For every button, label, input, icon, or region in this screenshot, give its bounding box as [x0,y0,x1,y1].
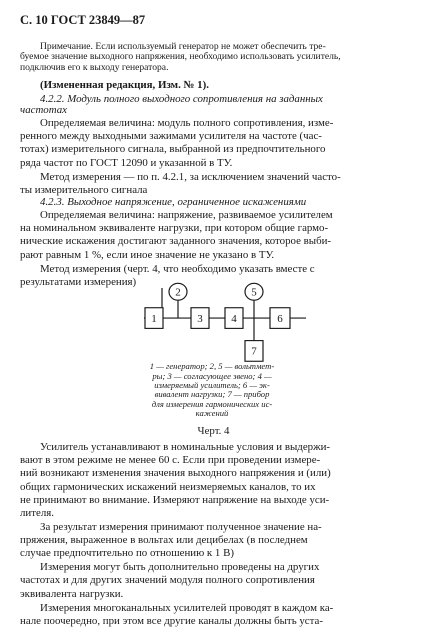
paragraph-line: Измерения многоканальных усилителей проводят в каждом ка- [40,601,334,614]
paragraph-line: Усилитель устанавливают в номинальные условия и выдержи- [40,441,331,454]
paragraph-line: Определяемая величина: модуль полного сопротивления, изме- [40,117,334,130]
paragraph-line: вают в этом режиме не менее 60 с. Если при проведении измере- [20,454,321,467]
section-heading: 4.2.3. Выходное напряжение, ограниченное искажениями [40,195,307,208]
paragraph-line: ты измерительного сигнала [20,183,148,196]
amendment-note: (Измененная редакция, Изм. № 1). [40,78,209,91]
node-label: 4 [231,313,237,325]
caption-line: ры; 3 — согласующее звено; 4 — [152,370,272,381]
figure-label: Черт. 4 [197,425,230,438]
paragraph-line: Измерения могут быть дополнительно проведены на других [40,561,320,574]
paragraph-line: нические искажения достигают заданного значения, которое выби- [20,235,332,248]
caption-line: 1 — генератор; 2, 5 — вольтмет- [149,361,275,372]
paragraph-line: пряжения, выраженное в вольтах или децибелах (в последнем [20,534,308,547]
paragraph-line: тотах) измерительного сигнала, выбранной из предпочтительного [20,143,326,156]
node-label: 7 [251,345,257,358]
paragraph-line: ряда частот по ГОСТ 12090 и указанной в ТУ. [20,156,233,169]
note-line: Примечание. Если используемый генератор не может обеспечить тре- [40,40,326,52]
node-label: 2 [175,286,181,299]
page-header: С. 10 ГОСТ 23849—87 [20,12,146,27]
paragraph-line: рают равным 1 %, если иное значение не указано в ТУ. [20,248,275,261]
caption-line: измеряемый усилитель; 6 — эк- [154,380,270,391]
caption-line: кажений [195,408,229,419]
note-line: буемое значение выходного напряжения, необходимо использовать усилитель, [20,51,341,63]
paragraph-line: За результат измерения принимают полученное значение на- [40,520,322,533]
paragraph-line: на номинальном эквиваленте нагрузки, при котором общие гармо- [20,222,329,235]
section-heading: частотах [20,103,67,116]
node-label: 3 [197,313,203,325]
paragraph-line: не принимают во внимание. Измеряют напряжение на выходе уси- [20,493,330,506]
paragraph-line: результатами измерения) [20,275,137,288]
paragraph-line: частотах и для других значений модуля полного сопротивления [20,574,315,587]
paragraph-line: Метод измерения (черт. 4, что необходимо указать вместе с [40,262,315,275]
paragraph-line: эквивалента нагрузки. [20,587,124,600]
caption-line: вивалент нагрузки; 7 — прибор [154,389,270,400]
paragraph-line: Определяемая величина: напряжение, развиваемое усилителем [40,209,333,222]
node-label: 6 [277,313,283,325]
section-heading: 4.2.2. Модуль полного выходного сопротивления на заданных [40,92,323,105]
caption-line: для измерения гармонических ис- [151,398,273,409]
paragraph-line: нале поочередно, при этом все другие каналы должны быть уста- [20,614,323,627]
node-label: 1 [151,313,157,325]
paragraph-line: ний возникают изменения значения выходного напряжения и (или) [20,467,331,480]
note-line: подключив его к выходу генератора. [20,61,169,73]
paragraph-line: Метод измерения — по п. 4.2.1, за исключением значений часто- [40,170,341,183]
paragraph-line: общих гармонических искажений неизмеряемых каналов, то их [20,480,316,493]
paragraph-line: ренного между выходными зажимами усилителя на частоте (час- [20,130,322,143]
node-label: 5 [251,286,257,299]
paragraph-line: случае предпочтительно по отношению к 1 В) [20,547,234,560]
paragraph-line: лителя. [20,506,54,519]
